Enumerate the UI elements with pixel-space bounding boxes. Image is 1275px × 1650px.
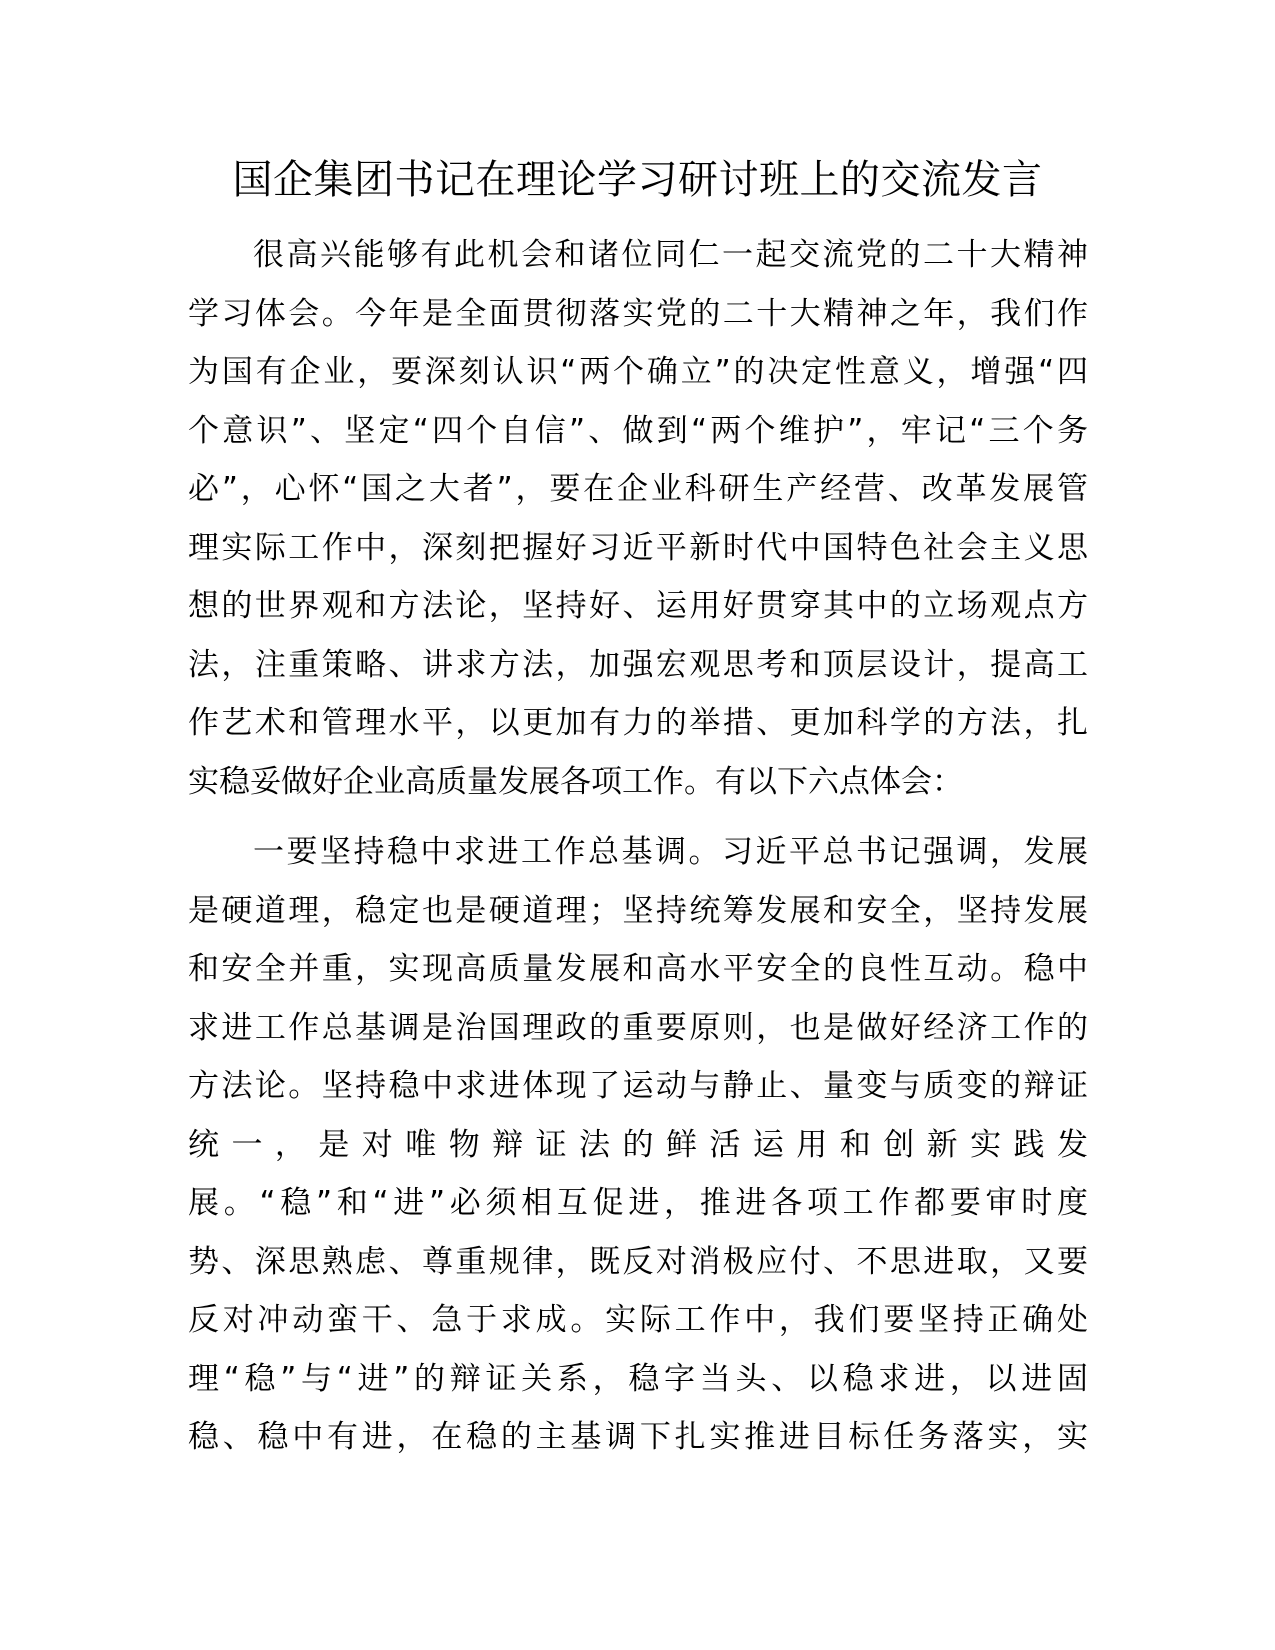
- text-line: 统一，是对唯物辩证法的鲜活运用和创新实践发: [188, 1126, 1088, 1163]
- text-line: 法，注重策略、讲求方法，加强宏观思考和顶层设计，提高工: [188, 646, 1088, 683]
- text-line: 必”，心怀“国之大者”，要在企业科研生产经营、改革发展管: [188, 471, 1088, 507]
- document-body: [188, 226, 1088, 1467]
- text-line: 一要坚持稳中求进工作总基调。习近平总书记强调，发展: [253, 834, 1088, 870]
- text-line: 求进工作总基调是治国理政的重要原则，也是做好经济工作的: [188, 1009, 1088, 1046]
- text-line: 作艺术和管理水平，以更加有力的举措、更加科学的方法，扎: [188, 705, 1088, 741]
- paragraph-spacer: [188, 811, 1088, 823]
- paragraph: [188, 226, 1088, 811]
- text-line: 展。“稳”和“进”必须相互促进，推进各项工作都要审时度: [188, 1185, 1088, 1221]
- text-line: 势、深思熟虑、尊重规律，既反对消极应付、不思进取，又要: [188, 1243, 1088, 1280]
- text-line: 理实际工作中，深刻把握好习近平新时代中国特色社会主义思: [188, 529, 1088, 566]
- text-line: 为国有企业，要深刻认识“两个确立”的决定性意义，增强“四: [188, 354, 1088, 390]
- text-line: 学习体会。今年是全面贯彻落实党的二十大精神之年，我们作: [188, 295, 1088, 332]
- paragraph: [188, 823, 1088, 1467]
- text-line: 和安全并重，实现高质量发展和高水平安全的良性互动。稳中: [188, 951, 1088, 987]
- text-line: 方法论。坚持稳中求进体现了运动与静止、量变与质变的辩证: [188, 1068, 1088, 1104]
- text-line: 实稳妥做好企业高质量发展各项工作。有以下六点体会：: [188, 763, 963, 800]
- text-line: 想的世界观和方法论，坚持好、运用好贯穿其中的立场观点方: [188, 588, 1088, 624]
- text-line: 稳、稳中有进，在稳的主基调下扎实推进目标任务落实，实: [188, 1419, 1088, 1455]
- text-line: 个意识”、坚定“四个自信”、做到“两个维护”，牢记“三个务: [188, 412, 1088, 449]
- text-line: 是硬道理，稳定也是硬道理；坚持统筹发展和安全，坚持发展: [188, 892, 1088, 929]
- text-line: 理“稳”与“进”的辩证关系，稳字当头、以稳求进，以进固: [188, 1360, 1088, 1397]
- text-line: 很高兴能够有此机会和诸位同仁一起交流党的二十大精神: [253, 237, 1088, 273]
- document-title: 国企集团书记在理论学习研讨班上的交流发言: [232, 157, 1043, 203]
- text-line: 反对冲动蛮干、急于求成。实际工作中，我们要坚持正确处: [188, 1302, 1088, 1338]
